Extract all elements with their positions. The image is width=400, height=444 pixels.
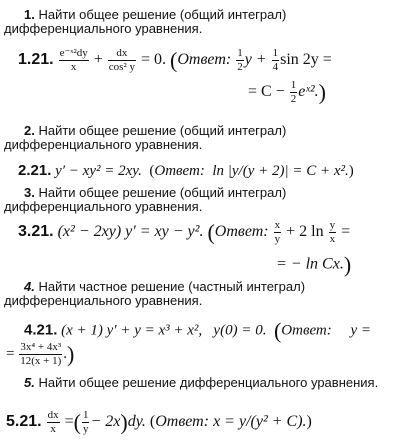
instruction-2: 2. Найти общее решение (общий интеграл) дифференциального уравнения. (4, 123, 287, 152)
instruction-1 (4, 8, 394, 36)
fraction: $\frac{\text{e⁻ˣ²dy}}{x}$ (59, 47, 88, 73)
fraction: $\frac{1}{y}$ (82, 409, 89, 435)
fraction: $\frac{\text{3x⁴ + 4x³}}{12(x + 1)}$ (20, 341, 62, 367)
answer-label: Ответ: (177, 51, 232, 69)
instruction-4: 4. Найти частное решение (частный интеграл) дифференциального уравнения. (4, 279, 306, 308)
answer-label: Ответ: (154, 163, 205, 179)
instruction-text: Найти общее решение (общий интеграл) дифференциального уравнения. (4, 7, 287, 36)
fraction: $\frac{dx}{x}$ (47, 409, 59, 435)
fraction: $\frac{1}{4}$ (272, 47, 279, 73)
instruction-number: 1. (24, 7, 35, 22)
answer-1-continued: = C − $\frac{1}{2}$ eˣ².) (248, 79, 326, 105)
instruction-5: 5. Найти общее решение дифференциального уравнения. (24, 375, 379, 390)
fraction: $\frac{dx}{\text{cos² y}}$ (108, 47, 136, 73)
fraction: $\frac{x}{y}$ (274, 219, 281, 245)
answer-4-continued: = $\frac{\text{3x⁴ + 4x³}}{12(x + 1)}$ .) (6, 341, 75, 367)
fraction: $\frac{1}{2}$ (237, 47, 243, 73)
equation-5: 5.21. $\frac{dx}{x}$ =( $\frac{1}{y}$ − 2x)dy. (Ответ: x = y/(y² + C).) (6, 409, 312, 435)
answer-label: Ответ: (155, 413, 210, 431)
problem-number: 1.21. (18, 51, 54, 69)
answer-label: Ответ: (281, 322, 332, 339)
fraction: $\frac{y}{x}$ (329, 219, 336, 245)
equation-1: 1.21. $\frac{\text{e⁻ˣ²dy}}{x}$ + $\frac{dx}{\text{cos² y}}$ = 0. (Ответ: $\frac{1}{2}$ y + $\frac{1}{4}$ sin 2y = (18, 47, 332, 73)
answer-3-continued: = − ln Cx.) (276, 252, 352, 277)
answer-label: Ответ: (214, 223, 269, 241)
equation-4: 4.21. (x + 1) y′ + y = x³ + x², y(0) = 0. (Ответ: y = (24, 318, 372, 343)
equation-3: 3.21. (x² − 2xy) y′ = xy − y². (Ответ: $\frac{x}{y}$ + 2 ln $\frac{y}{x}$ = (18, 219, 351, 245)
equation-2: 2.21. y′ − xy² = 2xy. (Ответ: ln |y/(y + 2)| = C + x².) (18, 162, 354, 179)
fraction: $\frac{1}{2}$ (290, 79, 297, 105)
instruction-3: 3. Найти общее решение (общий интеграл) дифференциального уравнения. (4, 185, 287, 214)
